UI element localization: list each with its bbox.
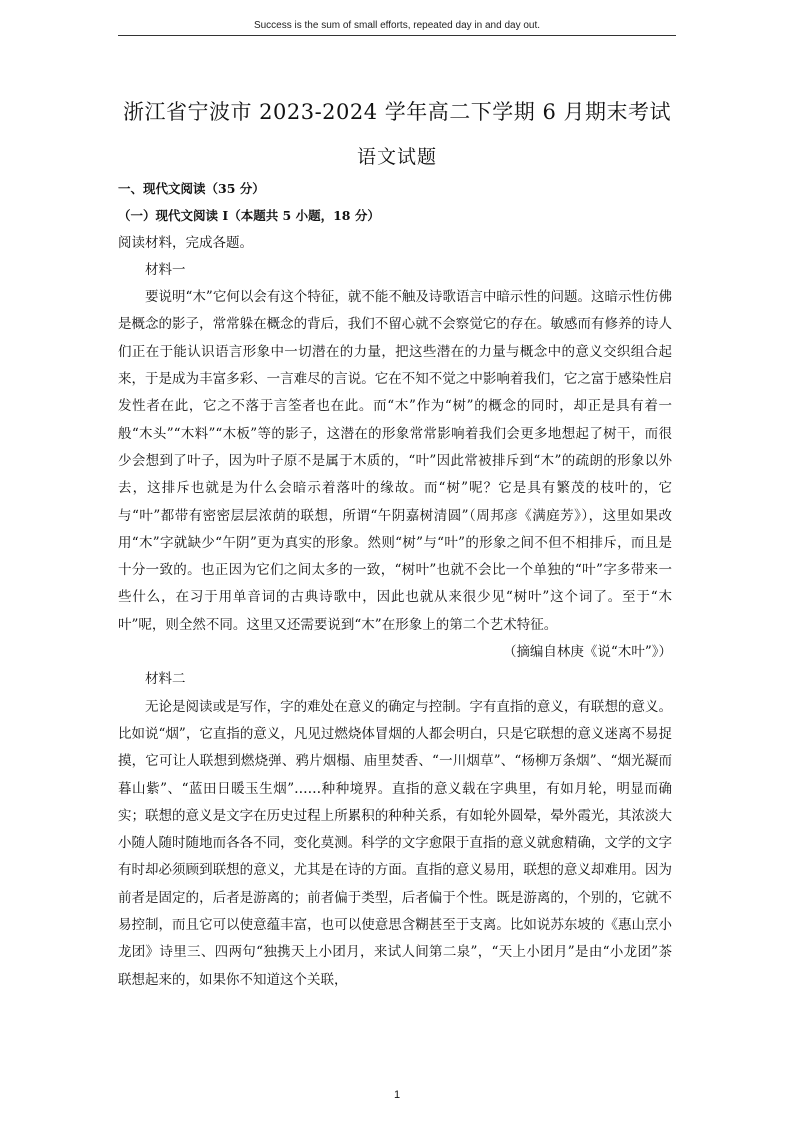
- page-number: 1: [393, 1089, 401, 1101]
- document-body: [118, 175, 672, 994]
- material-one-source: （摘编自林庚《说“木叶”》）: [502, 644, 672, 661]
- material-one-label: 材料一: [145, 261, 186, 278]
- subsection-heading: （一）现代文阅读 I（本题共 5 小题，18 分）: [118, 208, 380, 224]
- exam-title: 浙江省宁波市 2023-2024 学年高二下学期 6 月期末考试: [122, 100, 672, 124]
- instruction-text: 阅读材料，完成各题。: [118, 234, 253, 251]
- material-one-text: 要说明“木”它何以会有这个特征，就不能不触及诗歌语言中暗示性的问题。这暗示性仿佛是概念的影子，常常躲在概念的背后，我们不留心就不会察觉它的存在。敏感而有修养的诗人们正在于能认识语言形象中一切潜在的力量，把这些潜在的力量与概念中的意义交织组合起来，于是成为丰富多彩、一言难尽的言说。它在不知不觉之中影响着我们，它之富于感染性启发性者在此，它之不落于言筌者也在此。而“木”作为“树”的概念的同时，却正是具有着一般“木头”“木料”“木板”等的影子，这潜在的形象常常影响着我们会更多地想起了树干，而很少会想到了叶子，因为叶子原不是属于木质的，“叶”因此常被排斥到“木”的疏朗的形象以外去，这排斥也就是为什么会暗示着落叶的缘故。而“树”呢？它是具有繁茂的枝叶的，它与“叶”都带有密密层层浓荫的联想，所谓“午阴嘉树清圆”（周邦彦《满庭芳》），这里如果改用“木”字就缺少“午阴”更为真实的形象。然则“树”与“叶”的形象之间不但不相排斥，而且是十分一致的。也正因为它们之间太多的一致，“树叶”也就不会比一个单独的“叶”字多带来一些什么，在习于用单音词的古典诗歌中，因此也就从来很少见“树叶”这个词了。至于“木叶”呢，则全然不同。这里又还需要说到“木”在形象上的第二个艺术特征。: [118, 289, 672, 633]
- section-heading: 一、现代文阅读（35 分）: [118, 181, 265, 196]
- material-two-text: 无论是阅读或是写作，字的难处在意义的确定与控制。字有直指的意义，有联想的意义。比如说“烟”，它直指的意义，凡见过燃烧体冒烟的人都会明白，只是它联想的意义迷离不易捉摸，它可让人联想到燃烧弹、鸦片烟榻、庙里焚香、“一川烟草”、“杨柳万条烟”、“烟光凝而暮山紫”、“蓝田日暖玉生烟”……种种境界。直指的意义载在字典里，有如月轮，明显而确实；联想的意义是文字在历史过程上所累积的种种关系，有如轮外圆晕，晕外霞光，其浓淡大小随人随时随地而各各不同，变化莫测。科学的文字愈限于直指的意义就愈精确，文学的文字有时却必须顾到联想的意义，尤其是在诗的方面。直指的意义易用，联想的意义却难用。因为前者是固定的，后者是游离的；前者偏于类型，后者偏于个性。既是游离的，个别的，它就不易控制，而且它可以使意蕴丰富，也可以使意思含糊甚至于支离。比如说苏东坡的《惠山烹小龙团》诗里三、四两句“独携天上小团月，来试人间第二泉”，“天上小团月”是由“小龙团”茶联想起来的，如果你不知道这个关联，: [118, 698, 672, 988]
- material-two-label: 材料二: [145, 671, 186, 688]
- header-motto: Success is the sum of small efforts, repeated day in and day out.: [253, 20, 541, 31]
- header-divider: [118, 35, 676, 36]
- exam-subtitle: 语文试题: [356, 146, 437, 168]
